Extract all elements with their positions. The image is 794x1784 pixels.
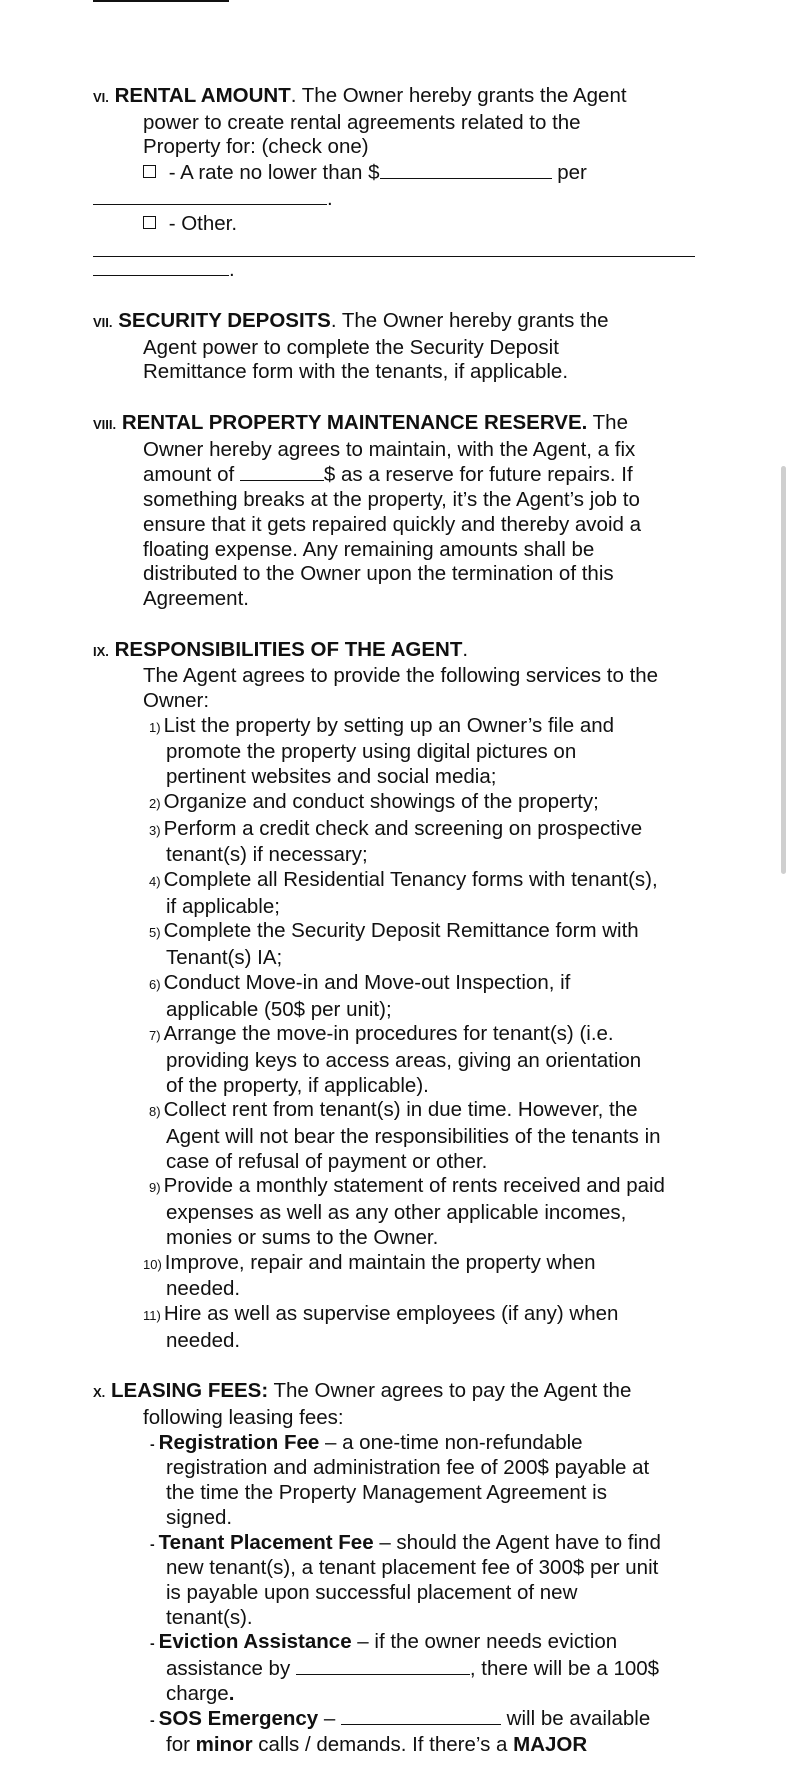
section-maintenance-reserve [93,411,703,612]
fee-text: – if the owner needs eviction [351,1630,618,1654]
fee-name: Tenant Placement Fee [158,1530,374,1554]
text-line: floating expense. Any remaining amounts shall be [143,537,595,561]
list-item [93,817,703,868]
item-number: 9) [149,1180,161,1196]
section-numeral: IX. [93,643,109,659]
item-text: Improve, repair and maintain the property when [164,1250,596,1274]
sos-availability-blank[interactable] [341,1706,501,1725]
item-number: 8) [149,1104,161,1120]
fee-text: registration and administration fee of 200$ payable at [166,1456,650,1480]
fee-text: the time the Property Management Agreement is [166,1481,607,1505]
section-numeral: VIII. [93,417,117,433]
text-line: Property for: (check one) [143,135,369,159]
list-item [93,1302,703,1353]
section-title: RESPONSIBILITIES OF THE AGENT [114,637,463,661]
fee-name: Registration Fee [158,1430,320,1454]
item-text: of the property, if applicable). [166,1073,429,1097]
section-heading [93,1379,703,1406]
section-leasing-fees [93,1379,703,1758]
other-checkbox[interactable] [143,216,156,229]
item-text: tenant(s) if necessary; [166,843,368,867]
fee-sos-emergency [93,1706,703,1757]
text-line: power to create rental agreements related to the [143,110,581,134]
item-text: monies or sums to the Owner. [166,1225,439,1249]
item-text: promote the property using digital pictures on [166,740,577,764]
services-list [93,714,703,1354]
section-title: RENTAL PROPERTY MAINTENANCE RESERVE. [121,411,588,435]
fee-text: tenant(s). [166,1605,253,1629]
item-text: if applicable; [166,894,280,918]
section-title: RENTAL AMOUNT [114,84,291,107]
text-line: Remittance form with the tenants, if applicable. [143,360,569,384]
other-blank-short[interactable] [93,257,229,276]
section-numeral: X. [93,1385,106,1401]
fee-eviction-assistance [93,1630,703,1706]
period: . [229,258,235,282]
fee-text: for [166,1733,196,1757]
item-text: Complete the Security Deposit Remittance form with [163,919,639,943]
text-line: Agreement. [143,586,249,610]
section-agent-responsibilities [93,638,703,1354]
period: . [327,186,333,210]
item-text: case of refusal of payment or other. [166,1149,488,1173]
fee-text: calls / demands. If there’s a [252,1733,514,1757]
item-text: Perform a credit check and screening on prospective [163,816,643,840]
text-line: The Agent agrees to provide the following services to the [143,664,659,688]
fee-text: is payable upon successful placement of new [166,1580,578,1604]
fee-text: . [228,1681,235,1705]
text-fragment: $ as a reserve for future repairs. If [323,463,633,487]
text-fragment: amount of [143,463,240,487]
section-text: . The Owner hereby grants the Agent [290,84,627,107]
text-line: ensure that it gets repaired quickly and thereby avoid a [143,512,641,536]
item-text: Arrange the move-in procedures for tenant(s) (i.e. [163,1022,614,1046]
item-number: 2) [149,795,161,811]
fee-registration [93,1431,703,1531]
item-text: providing keys to access areas, giving an orientation [166,1048,642,1072]
item-text: needed. [166,1328,241,1352]
text-line: Owner: [143,689,210,713]
section-heading [93,309,703,336]
section-security-deposits [93,309,703,385]
item-text: needed. [166,1277,241,1301]
item-text: List the property by setting up an Owner’s file and [163,713,615,737]
list-item [93,1251,703,1302]
item-text: Complete all Residential Tenancy forms with tenant(s), [163,867,658,891]
reserve-amount-line [93,462,703,488]
list-item [93,1098,703,1174]
fee-name: Eviction Assistance [158,1630,352,1654]
fee-text: minor [195,1733,253,1757]
eviction-timeframe-blank[interactable] [296,1656,470,1675]
section-text: The [587,411,628,435]
fee-text: assistance by [166,1657,296,1681]
other-option [93,212,703,237]
item-text: Tenant(s) IA; [166,946,283,970]
item-text: applicable (50$ per unit); [166,997,392,1021]
item-text: Provide a monthly statement of rents received and paid [163,1174,665,1198]
fee-text: will be available [500,1707,651,1731]
item-text: Conduct Move-in and Move-out Inspection, if [163,970,571,994]
vertical-scrollbar[interactable] [781,466,786,874]
item-number: 4) [149,873,161,889]
item-number: 11) [143,1307,161,1323]
section-rental-amount [93,84,703,283]
fee-name: SOS Emergency [158,1707,319,1731]
fee-bullet: - [150,1435,155,1452]
rate-checkbox[interactable] [143,165,156,178]
fee-text: – a one-time non-refundable [319,1430,583,1454]
rate-option [93,160,703,186]
fee-text: MAJOR [513,1733,588,1757]
item-number: 7) [149,1028,161,1044]
fee-bullet: - [150,1712,155,1729]
item-text: Hire as well as supervise employees (if any) when [163,1301,619,1325]
list-item [93,919,703,970]
fee-text: – should the Agent have to find [373,1530,661,1554]
section-title: LEASING FEES: [111,1379,269,1403]
document-body [93,84,703,1784]
section-heading [93,411,703,438]
item-number: 3) [149,822,161,838]
list-item [93,1022,703,1098]
list-item [93,868,703,919]
other-blank-end [93,257,703,283]
item-text: Agent will not bear the responsibilities of the tenants in [166,1125,661,1149]
fee-text: – [318,1707,341,1731]
item-text: pertinent websites and social media; [166,765,497,789]
rate-per-label: per [551,161,587,185]
section-text: . The Owner hereby grants the [330,308,609,332]
text-line: Agent power to complete the Security Deposit [143,335,559,359]
item-text: Organize and conduct showings of the property; [163,789,599,813]
list-item [93,790,703,817]
reserve-amount-blank[interactable] [240,462,324,481]
fee-text: signed. [166,1505,233,1529]
section-text: . [462,637,469,661]
rate-period-blank[interactable] [93,186,327,205]
rate-amount-blank[interactable] [380,160,552,179]
fee-text: , there will be a 100$ [469,1657,660,1681]
rate-period-line [93,186,703,212]
fee-tenant-placement [93,1531,703,1631]
text-line: something breaks at the property, it’s the Agent’s job to [143,488,640,512]
item-text: Collect rent from tenant(s) in due time. However, the [163,1098,638,1122]
text-line: following leasing fees: [143,1406,344,1430]
item-text: expenses as well as any other applicable incomes, [166,1201,627,1225]
fee-bullet: - [150,1535,155,1552]
section-title: SECURITY DEPOSITS [118,308,331,332]
fee-text: new tenant(s), a tenant placement fee of 300$ per unit [166,1556,659,1580]
list-item [93,714,703,790]
text-line: Owner hereby agrees to maintain, with the Agent, a fix [143,437,636,461]
rate-option-label: - A rate no lower than $ [163,161,380,185]
other-blank-line[interactable] [93,236,695,257]
item-number: 5) [149,925,161,941]
item-number: 1) [149,719,161,735]
fee-text: charge [166,1681,229,1705]
text-line: distributed to the Owner upon the termination of this [143,562,614,586]
fee-bullet: - [150,1635,155,1652]
section-numeral: VII. [93,314,113,330]
section-text: The Owner agrees to pay the Agent the [268,1379,632,1403]
section-heading [93,84,703,111]
section-heading [93,638,703,665]
other-option-label: - Other. [163,211,238,235]
list-item [93,1174,703,1250]
item-number: 6) [149,976,161,992]
list-item [93,971,703,1022]
section-numeral: VI. [93,90,109,105]
item-number: 10) [143,1256,162,1272]
signature-blank-line [93,0,229,2]
